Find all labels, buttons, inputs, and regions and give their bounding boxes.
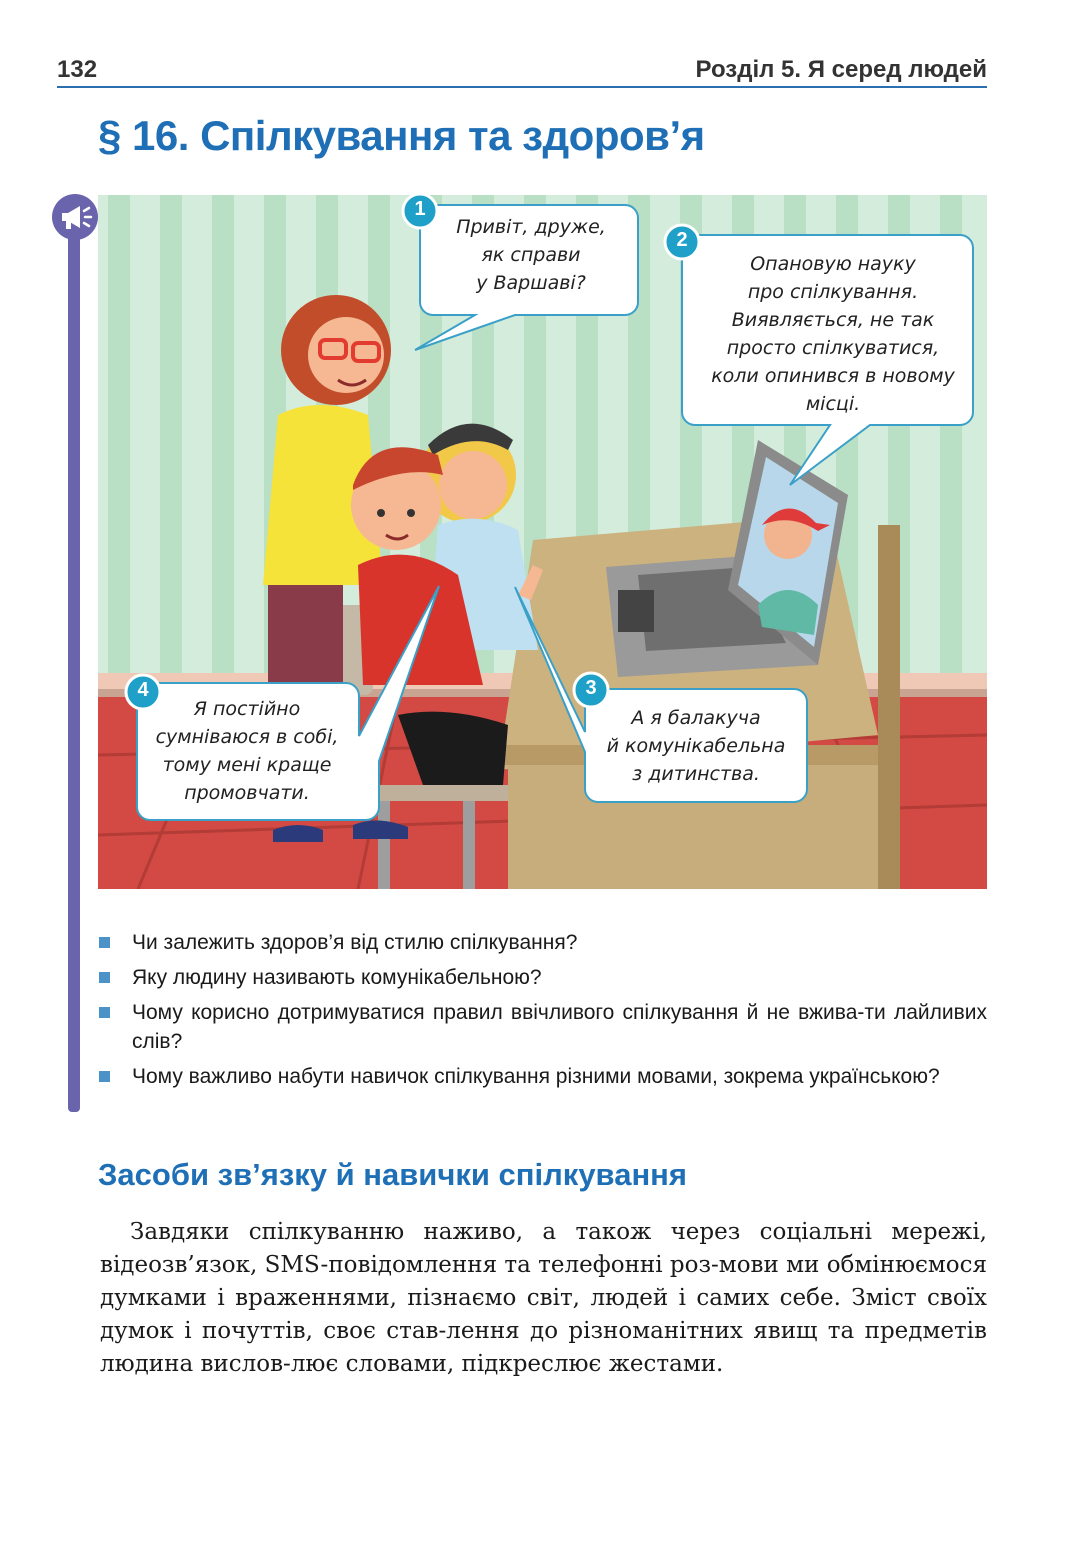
- speech-bubble-3: А я балакуча й комунікабельна з дитинства.: [606, 707, 786, 785]
- sidebar-bar: [68, 214, 80, 1112]
- badge-number-3: 3: [585, 677, 597, 699]
- bullet-icon: [99, 972, 110, 983]
- list-item: Чому корисно дотримуватися правил ввічливого спілкування й не вжива-ти лайливих слів?: [98, 998, 987, 1056]
- badge-number-2: 2: [676, 229, 688, 251]
- bullet-icon: [99, 1071, 110, 1082]
- page-header: [57, 52, 987, 88]
- illustration: [98, 195, 987, 889]
- body-paragraph: Завдяки спілкуванню наживо, а також через соціальні мережі, відеозв’язок, SMS-повідомлення та телефонні роз-мови ми обмінюємося думками і враженнями, пізнаємо світ, людей і самих себе. Зміст своїх думок і почуттів, своє став-лення до різноманітних явищ та предметів людина вислов-лює словами, підкреслює жестами.: [100, 1219, 987, 1377]
- bullet-icon: [99, 1007, 110, 1018]
- list-item: Яку людину називають комунікабельною?: [98, 963, 987, 992]
- badge-number-4: 4: [137, 679, 149, 701]
- speech-bubble-4: Я постійно сумніваюся в собі, тому мені краще промовчати.: [155, 698, 339, 804]
- speech-bubble-1: Привіт, друже, як справи у Варшаві?: [456, 216, 606, 294]
- section-title: § 16. Спілкування та здоров’я: [98, 112, 705, 159]
- megaphone-icon: [52, 194, 98, 240]
- bullet-icon: [99, 937, 110, 948]
- subsection-heading: Засоби зв’язку й навички спілкування: [98, 1157, 687, 1192]
- list-item: Чому важливо набути навичок спілкування різними мовами, зокрема українською?: [98, 1062, 987, 1091]
- speech-bubble-2: Опановую науку про спілкування. Виявляється, не так просто спілкуватися, коли опинився в новому місці.: [711, 253, 955, 415]
- list-item: Чи залежить здоров’я від стилю спілкування?: [98, 928, 987, 957]
- chapter-title: Розділ 5. Я серед людей: [695, 56, 987, 83]
- badge-number-1: 1: [414, 198, 426, 220]
- question-list: [98, 928, 987, 1097]
- page-number: 132: [57, 56, 98, 83]
